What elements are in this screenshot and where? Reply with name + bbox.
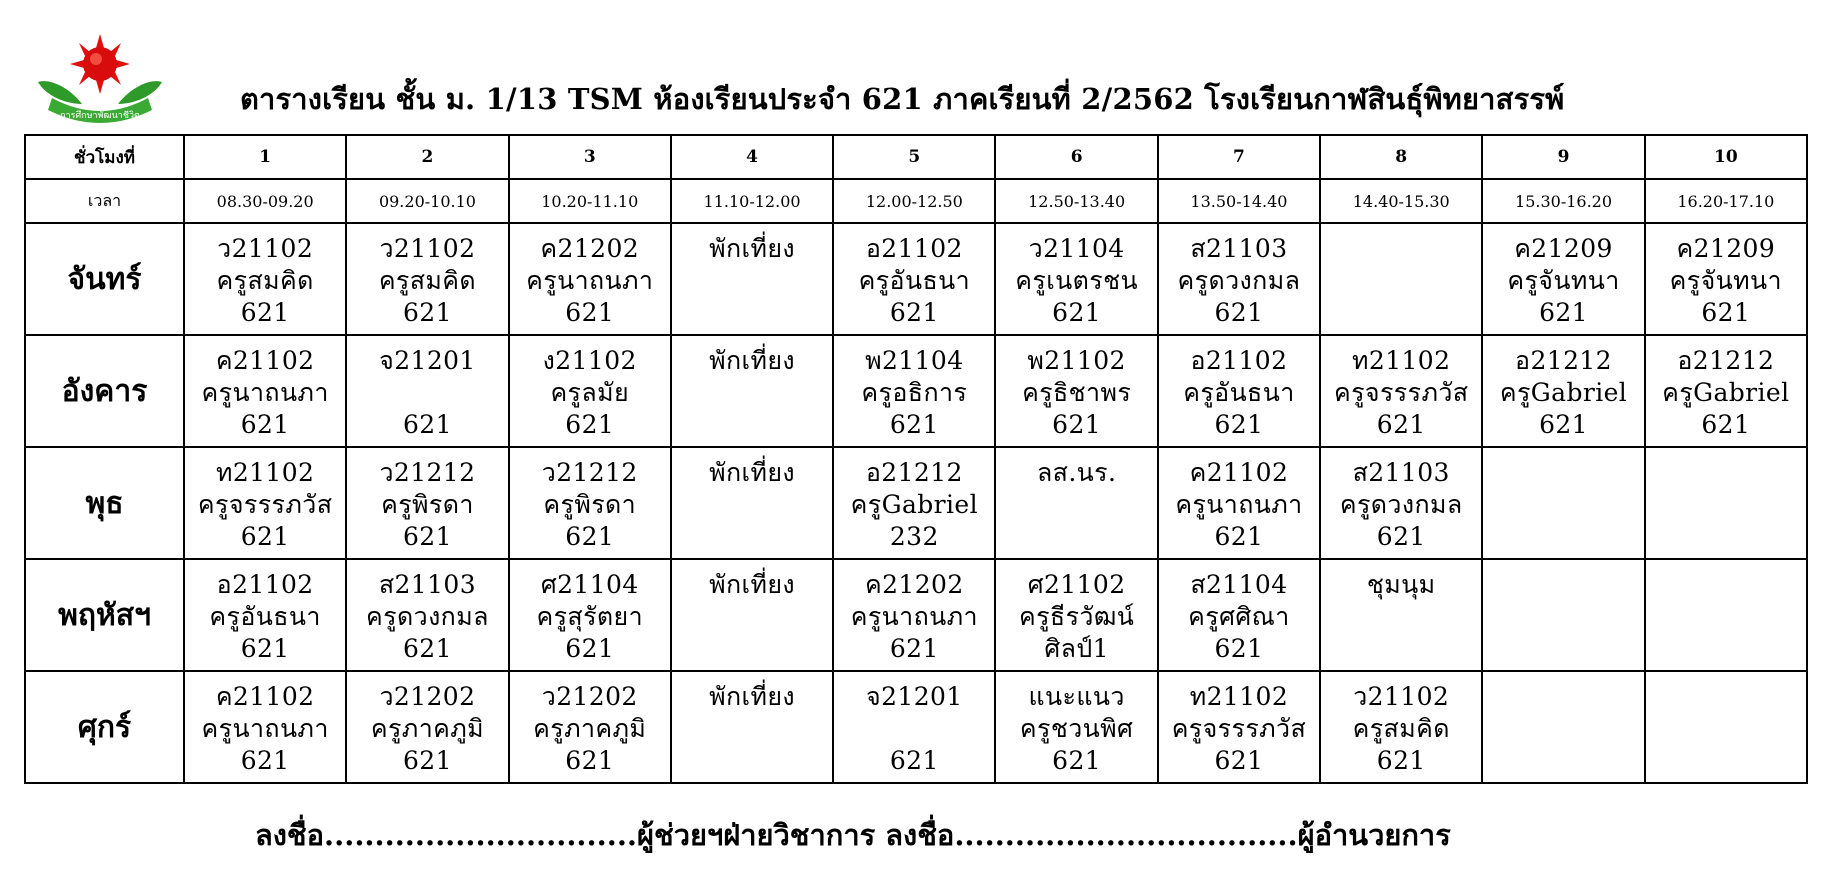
subject-code: ว21212 xyxy=(541,458,638,487)
subject-teacher: ครูนาถนภา xyxy=(850,602,978,631)
subject-code: ว21202 xyxy=(379,682,476,711)
subject-code: จ21201 xyxy=(379,346,476,375)
class-cell xyxy=(184,559,346,671)
class-cell xyxy=(1482,559,1644,671)
day-row xyxy=(25,671,1807,783)
period-number: 10 xyxy=(1645,135,1807,179)
class-cell xyxy=(184,335,346,447)
time-slot: 12.00-12.50 xyxy=(833,179,995,223)
subject-room: 621 xyxy=(1052,746,1102,775)
class-cell xyxy=(995,223,1157,335)
class-cell xyxy=(671,447,833,559)
subject-teacher: ครูดวงกมล xyxy=(1339,490,1463,519)
class-cell xyxy=(1645,671,1807,783)
subject-teacher xyxy=(1483,713,1643,745)
class-cell xyxy=(833,223,995,335)
subject-room: 621 xyxy=(1214,298,1264,327)
period-number: 4 xyxy=(671,135,833,179)
subject-code: ท21102 xyxy=(1189,682,1289,711)
class-cell xyxy=(509,335,671,447)
subject-room: 621 xyxy=(889,634,939,663)
subject-code xyxy=(1483,569,1643,601)
subject-code: ส21104 xyxy=(1190,570,1288,599)
class-cell xyxy=(509,447,671,559)
subject-room xyxy=(672,409,832,441)
subject-room xyxy=(996,521,1156,553)
subject-code: ว21212 xyxy=(379,458,476,487)
subject-room: 621 xyxy=(402,634,452,663)
day-label: อังคาร xyxy=(25,335,184,447)
subject-room: 621 xyxy=(402,522,452,551)
subject-room: 621 xyxy=(565,522,615,551)
period-number: 1 xyxy=(184,135,346,179)
day-row xyxy=(25,447,1807,559)
subject-room: 621 xyxy=(1214,634,1264,663)
subject-code: ส21103 xyxy=(1352,458,1450,487)
subject-code: ค21202 xyxy=(865,570,964,599)
subject-teacher: ครูGabriel xyxy=(1499,378,1628,407)
class-cell xyxy=(833,559,995,671)
signature-line: ลงชื่อ...............................ผู้ช่วยฯฝ่ายวิชาการ ลงชื่อ..................................ผู้อำนวยการ xyxy=(255,818,1451,852)
subject-room: 621 xyxy=(889,298,939,327)
subject-teacher: ครูนาถนภา xyxy=(201,378,329,407)
subject-teacher: ครูเนตรชน xyxy=(1015,266,1138,295)
subject-code: ค21209 xyxy=(1514,234,1613,263)
subject-code: ท21102 xyxy=(1352,346,1451,375)
subject-teacher: ครูสมคิด xyxy=(1352,714,1450,743)
subject-code xyxy=(1321,233,1481,265)
subject-teacher: ครูศศิณา xyxy=(1188,602,1290,631)
period-number: 9 xyxy=(1482,135,1644,179)
subject-teacher: ครูภาคภูมิ xyxy=(370,714,485,743)
period-number: 7 xyxy=(1158,135,1320,179)
class-cell xyxy=(995,671,1157,783)
period-number: 3 xyxy=(509,135,671,179)
subject-teacher xyxy=(834,713,994,745)
subject-teacher xyxy=(347,377,507,409)
subject-room: 621 xyxy=(1701,410,1751,439)
class-cell xyxy=(509,559,671,671)
subject-code: ว21102 xyxy=(217,234,314,263)
subject-code xyxy=(1646,457,1806,489)
class-cell xyxy=(671,335,833,447)
time-slot: 16.20-17.10 xyxy=(1645,179,1807,223)
subject-code: พักเที่ยง xyxy=(709,234,795,263)
class-cell xyxy=(346,335,508,447)
subject-room: 621 xyxy=(240,298,290,327)
subject-room xyxy=(672,521,832,553)
time-slot: 11.10-12.00 xyxy=(671,179,833,223)
page-title: ตารางเรียน ชั้น ม. 1/13 TSM ห้องเรียนประจำ 621 ภาคเรียนที่ 2/2562 โรงเรียนกาฬสินธุ์พิทยาสรรพ์ xyxy=(240,82,1565,116)
subject-code: ค21102 xyxy=(215,682,315,711)
period-row xyxy=(25,135,1807,179)
subject-code: อ21102 xyxy=(1190,346,1288,375)
subject-room: 621 xyxy=(565,634,615,663)
class-cell xyxy=(1645,559,1807,671)
class-cell xyxy=(1482,223,1644,335)
subject-code: ค21102 xyxy=(215,346,315,375)
subject-teacher xyxy=(1483,489,1643,521)
period-number: 6 xyxy=(995,135,1157,179)
class-cell xyxy=(346,223,508,335)
class-cell xyxy=(1320,223,1482,335)
subject-room: 621 xyxy=(1214,410,1264,439)
subject-teacher: ครูจรรรภวัส xyxy=(1333,378,1469,407)
period-number: 5 xyxy=(833,135,995,179)
day-row xyxy=(25,559,1807,671)
class-cell xyxy=(995,447,1157,559)
subject-code: พ21102 xyxy=(1027,346,1126,375)
class-cell xyxy=(1482,671,1644,783)
subject-teacher: ครูอธิการ xyxy=(861,378,968,407)
period-number: 2 xyxy=(346,135,508,179)
class-cell xyxy=(1320,559,1482,671)
day-row xyxy=(25,335,1807,447)
subject-code xyxy=(1646,681,1806,713)
subject-code xyxy=(1483,457,1643,489)
subject-teacher: ครูอันธนา xyxy=(858,266,971,295)
class-cell xyxy=(346,447,508,559)
subject-room: 621 xyxy=(1539,410,1588,439)
subject-code: ค21209 xyxy=(1676,234,1776,263)
subject-code: ชุมนุม xyxy=(1366,570,1436,599)
class-cell xyxy=(184,223,346,335)
class-cell xyxy=(1320,335,1482,447)
subject-teacher xyxy=(672,713,832,745)
period-header-label: ชั่วโมงที่ xyxy=(25,135,184,179)
school-logo xyxy=(30,32,170,127)
subject-code: พักเที่ยง xyxy=(709,458,795,487)
day-row xyxy=(25,223,1807,335)
subject-code: อ21212 xyxy=(1677,346,1775,375)
subject-teacher: ครูธิชาพร xyxy=(1022,378,1132,407)
school-emblem-icon xyxy=(30,32,170,127)
subject-teacher xyxy=(1321,265,1481,297)
class-cell xyxy=(346,671,508,783)
subject-teacher: ครูจรรรภวัส xyxy=(1171,714,1307,743)
subject-room: 621 xyxy=(402,298,452,327)
subject-room: 621 xyxy=(1376,746,1426,775)
class-cell xyxy=(1645,447,1807,559)
subject-teacher xyxy=(1321,601,1481,633)
subject-teacher: ครูอันธนา xyxy=(209,602,321,631)
subject-teacher: ครูGabriel xyxy=(850,490,979,519)
subject-teacher: ครูอันธนา xyxy=(1183,378,1295,407)
subject-room xyxy=(1483,521,1643,553)
subject-teacher xyxy=(1483,601,1643,633)
subject-code: พักเที่ยง xyxy=(709,346,795,375)
subject-code: ว21202 xyxy=(541,682,638,711)
subject-code: ลส.นร. xyxy=(1036,458,1117,487)
subject-room: 621 xyxy=(1214,522,1264,551)
subject-teacher: ครูลมัย xyxy=(550,378,630,407)
class-cell xyxy=(184,447,346,559)
day-label: พฤหัสฯ xyxy=(25,559,184,671)
subject-code xyxy=(1646,569,1806,601)
time-row xyxy=(25,179,1807,223)
timetable xyxy=(24,134,1808,784)
time-slot: 14.40-15.30 xyxy=(1320,179,1482,223)
subject-room: 621 xyxy=(889,746,939,775)
class-cell xyxy=(1645,223,1807,335)
subject-room xyxy=(672,633,832,665)
class-cell xyxy=(509,223,671,335)
subject-teacher: ครูภาคภูมิ xyxy=(533,714,647,743)
class-cell xyxy=(1320,447,1482,559)
class-cell xyxy=(833,447,995,559)
class-cell xyxy=(1320,671,1482,783)
time-slot: 13.50-14.40 xyxy=(1158,179,1320,223)
class-cell xyxy=(509,671,671,783)
subject-teacher xyxy=(672,489,832,521)
subject-teacher: ครูสมคิด xyxy=(378,266,477,295)
subject-teacher: ครูนาถนภา xyxy=(201,714,329,743)
subject-room: 621 xyxy=(565,298,615,327)
subject-room: 621 xyxy=(565,410,615,439)
subject-room: 621 xyxy=(1701,298,1751,327)
time-slot: 15.30-16.20 xyxy=(1482,179,1644,223)
subject-code: ง21102 xyxy=(542,346,637,375)
subject-code: พักเที่ยง xyxy=(709,570,795,599)
subject-room xyxy=(1321,297,1481,329)
day-label: ศุกร์ xyxy=(25,671,184,783)
subject-code: ท21102 xyxy=(215,458,315,487)
subject-room: 621 xyxy=(1052,410,1102,439)
subject-room xyxy=(1646,745,1806,777)
subject-room: 621 xyxy=(240,410,290,439)
subject-teacher: ครูธีรวัฒน์ xyxy=(1018,602,1135,631)
subject-code: อ21212 xyxy=(865,458,963,487)
subject-room xyxy=(1646,521,1806,553)
subject-teacher xyxy=(672,377,832,409)
class-cell xyxy=(1482,447,1644,559)
subject-teacher xyxy=(1646,489,1806,521)
subject-room: 621 xyxy=(1214,746,1264,775)
subject-teacher: ครูจันทนา xyxy=(1507,266,1620,295)
subject-code: ส21103 xyxy=(1190,234,1288,263)
subject-teacher xyxy=(1646,601,1806,633)
subject-room xyxy=(1483,745,1643,777)
subject-teacher: ครูดวงกมล xyxy=(1177,266,1301,295)
subject-teacher: ครูชวนพิศ xyxy=(1019,714,1134,743)
subject-teacher: ครูพิรดา xyxy=(543,490,637,519)
subject-teacher: ครูนาถนภา xyxy=(526,266,654,295)
class-cell xyxy=(833,335,995,447)
subject-teacher xyxy=(1646,713,1806,745)
subject-code: ค21202 xyxy=(540,234,640,263)
subject-room xyxy=(672,745,832,777)
subject-room: 621 xyxy=(402,410,452,439)
class-cell xyxy=(1158,671,1320,783)
subject-code: ศ21104 xyxy=(540,570,639,599)
subject-code: ว21102 xyxy=(379,234,476,263)
subject-room: 621 xyxy=(240,522,290,551)
class-cell xyxy=(1645,335,1807,447)
subject-teacher: ครูสุรัตยา xyxy=(536,602,644,631)
subject-code: อ21212 xyxy=(1515,346,1612,375)
subject-room xyxy=(1483,633,1643,665)
subject-teacher: ครูดวงกมล xyxy=(366,602,489,631)
subject-teacher: ครูจรรรภวัส xyxy=(197,490,333,519)
subject-room: 621 xyxy=(240,746,290,775)
class-cell xyxy=(995,559,1157,671)
subject-room: 621 xyxy=(565,746,615,775)
time-slot: 12.50-13.40 xyxy=(995,179,1157,223)
time-slot: 09.20-10.10 xyxy=(346,179,508,223)
time-header-label: เวลา xyxy=(25,179,184,223)
class-cell xyxy=(671,559,833,671)
subject-room: 621 xyxy=(1539,298,1588,327)
subject-room: 621 xyxy=(1052,298,1102,327)
subject-code: อ21102 xyxy=(216,570,314,599)
subject-room: ศิลป์1 xyxy=(1044,634,1109,663)
class-cell xyxy=(1158,223,1320,335)
subject-room xyxy=(1646,633,1806,665)
subject-room: 621 xyxy=(1376,410,1426,439)
subject-code: พ21104 xyxy=(865,346,964,375)
class-cell xyxy=(1158,559,1320,671)
subject-teacher xyxy=(672,265,832,297)
subject-teacher xyxy=(672,601,832,633)
subject-room xyxy=(1321,633,1481,665)
class-cell xyxy=(833,671,995,783)
class-cell xyxy=(995,335,1157,447)
subject-code: ค21102 xyxy=(1189,458,1289,487)
subject-teacher: ครูสมคิด xyxy=(216,266,314,295)
time-slot: 10.20-11.10 xyxy=(509,179,671,223)
subject-room xyxy=(672,297,832,329)
class-cell xyxy=(1158,335,1320,447)
subject-code: พักเที่ยง xyxy=(709,682,795,711)
subject-teacher: ครูGabriel xyxy=(1662,378,1790,407)
class-cell xyxy=(346,559,508,671)
subject-code: แนะแนว xyxy=(1028,682,1125,711)
subject-room: 621 xyxy=(402,746,452,775)
svg-text:การศึกษาพัฒนาชีวิต: การศึกษาพัฒนาชีวิต xyxy=(60,111,140,121)
subject-code: อ21102 xyxy=(865,234,963,263)
subject-code: ศ21102 xyxy=(1027,570,1126,599)
period-number: 8 xyxy=(1320,135,1482,179)
day-label: จันทร์ xyxy=(25,223,184,335)
subject-room: 621 xyxy=(240,634,290,663)
subject-teacher: ครูนาถนภา xyxy=(1175,490,1303,519)
subject-teacher xyxy=(996,489,1156,521)
class-cell xyxy=(671,223,833,335)
subject-code: จ21201 xyxy=(866,682,963,711)
class-cell xyxy=(671,671,833,783)
subject-room: 621 xyxy=(889,410,939,439)
subject-room: 621 xyxy=(1376,522,1426,551)
subject-code: ว21104 xyxy=(1028,234,1125,263)
subject-code: ส21103 xyxy=(378,570,477,599)
subject-code xyxy=(1483,681,1643,713)
time-slot: 08.30-09.20 xyxy=(184,179,346,223)
class-cell xyxy=(1158,447,1320,559)
class-cell xyxy=(184,671,346,783)
class-cell xyxy=(1482,335,1644,447)
day-label: พุธ xyxy=(25,447,184,559)
subject-teacher: ครูจันทนา xyxy=(1669,266,1782,295)
subject-code: ว21102 xyxy=(1353,682,1450,711)
subject-teacher: ครูพิรดา xyxy=(381,490,474,519)
subject-room: 232 xyxy=(889,522,939,551)
